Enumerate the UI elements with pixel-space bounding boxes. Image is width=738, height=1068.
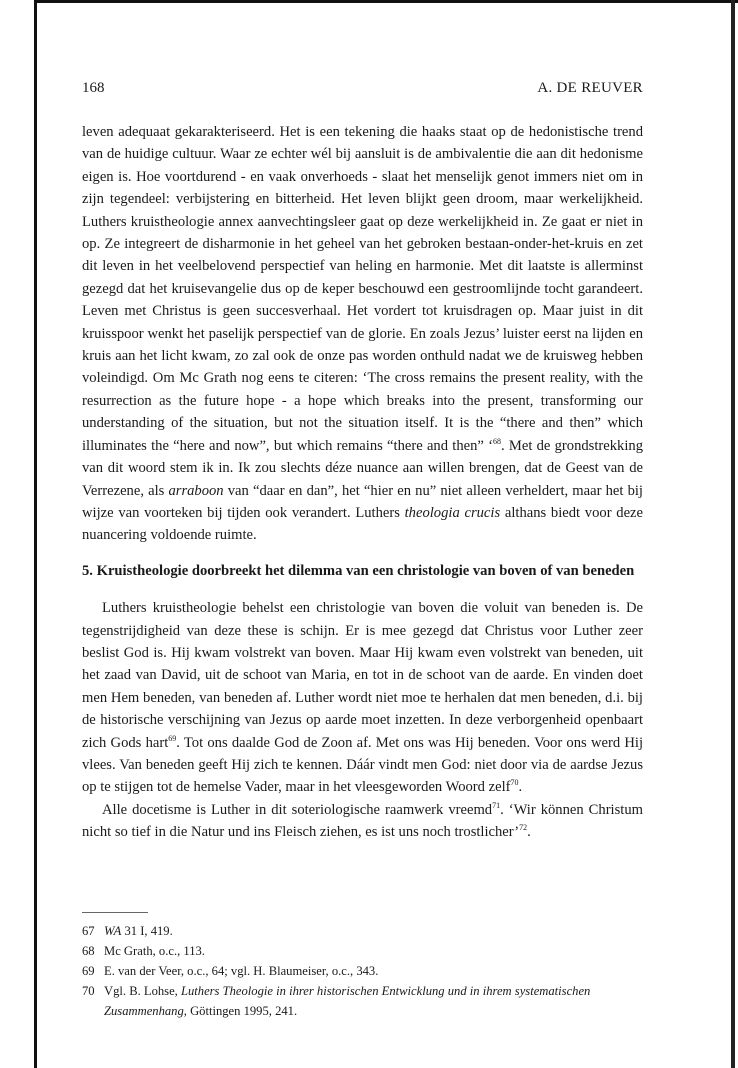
footnote-69 [82, 961, 643, 981]
footnote-ref-70: 70 [510, 778, 519, 788]
footnote-separator [82, 912, 148, 913]
paragraph-2-text-b: . Tot ons daalde God de Zoon af. Met ons was Hij beneden. Voor ons werd Hij vlees. Van beneden geeft Hij zich te kennen. Dáár vindt men God: niet door via de aardse Jezus op te stijgen tot de hemelse Vader, maar in het vleesgeworden Woord zelf [82, 734, 643, 796]
paragraph-2 [82, 597, 643, 799]
paragraph-3-text-c: . [527, 824, 531, 841]
footnote-number: 68 [82, 944, 95, 958]
page-frame-left-edge [34, 0, 37, 1068]
paragraph-2-text-a: Luthers kruistheologie behelst een christologie van boven die voluit van beneden is. De tegenstrijdigheid van deze these is schijn. Er is mee gezegd dat Christus voor Luther zeer beslist God is. Hij kwam volstrekt van boven. Maar Hij kwam even volstrekt van beneden, uit het zaad van David, uit de schoot van Maria, en tot in de schoot van de aarde. En vinden doet men Hem beneden, van beneden af. Luther wordt niet moe te herhalen dat men beneden, d.i. bij de historische verschijning van Jezus op aarde moet inzetten. In deze verborgenheid openbaart zich Gods hart [82, 600, 643, 751]
paragraph-3-text-a: Alle docetisme is Luther in dit soteriologische raamwerk vreemd [102, 801, 493, 818]
footnote-number: 67 [82, 924, 95, 938]
running-head-author: A. DE REUVER [537, 80, 643, 96]
footnote-70 [82, 981, 643, 1021]
page-frame-right-edge [731, 0, 735, 1068]
footnote-68 [82, 941, 643, 961]
paragraph-3-text-b: . ‘Wir können Christum nicht so tief in die Natur und ins Fleisch ziehen, es ist uns noch trostlicher’ [82, 801, 643, 841]
term-theologia-crucis: theologia crucis [404, 504, 501, 521]
footnote-text-b: , Göttingen 1995, 241. [183, 1004, 298, 1018]
page-frame-top-edge [34, 0, 738, 3]
footnote-text: E. van der Veer, o.c., 64; vgl. H. Blaumeiser, o.c., 343. [104, 964, 379, 978]
footnote-italic: WA [104, 924, 122, 938]
main-text [82, 121, 643, 844]
paragraph-1 [82, 121, 643, 547]
footnote-text-a: Vgl. B. Lohse, [104, 984, 181, 998]
paragraph-2-text-c: . [518, 779, 523, 796]
footnote-ref-68: 68 [492, 436, 501, 446]
paragraph-1-text-a: leven adequaat gekarakteriseerd. Het is een tekening die haaks staat op de hedonistische trend van de huidige cultuur. Waar ze echter wél bij aansluit is de ambivalentie die aan dit hedonisme eigen is. Hoe voortdurend - en vaak onverhoeds - slaat het menselijk genot immers niet om in zijn tegendeel: verbijstering en bitterheid. Het leven blijkt geen droom, maar werkelijkheid. Luthers kruistheologie annex aanvechtingsleer gaat op deze werkelijkheid in. Ze gaat er niet in op. Ze integreert de disharmonie in het geheel van het gebroken bestaan-onder-het-kruis en zet dit leven in het veelbelovend perspectief van heling en harmonie. Met dit laatste is allerminst gezegd dat het kruisevangelie dus op de keper beschouwd een gestroomlijnde tocht garandeert. Leven met Christus is geen succesverhaal. Het vordert tot kruisdragen op. Maar juist in dit kruisspoor wenkt het paselijk perspectief van de glorie. En zoals Jezus’ luister eerst na lijden en kruis aan het licht kwam, zo zal ook de onze pas worden onthuld nadat we de kruisweg hebben voleindigd. Om Mc Grath nog eens te citeren: ‘The cross remains the present reality, with the resurrection as the future hope - a hope which breaks into the present, transforming our understanding of the situation, but not the situation itself. It is the “there and then” which illuminates the “here and now”, but which remains “there and then” ‘ [82, 124, 643, 454]
footnote-ref-71: 71 [492, 800, 501, 810]
footnote-ref-69: 69 [168, 733, 177, 743]
paragraph-1-text-c: van “daar en dan”, het “hier en nu” niet alleen verheldert, maar het bij wijze van voorteken bij tijden ook verandert. Luthers [82, 482, 643, 521]
footnote-67 [82, 921, 643, 941]
footnote-ref-72: 72 [519, 823, 528, 833]
page-number: 168 [82, 80, 105, 96]
paragraph-1-text-b: . Met de grondstrekking van dit woord stem ik in. Ik zou slechts déze nuance aan willen brengen, dat de Geest van de Verrezene, als [82, 437, 643, 499]
footnote-number: 69 [82, 964, 95, 978]
footnote-text: Mc Grath, o.c., 113. [104, 944, 205, 958]
paragraph-3 [82, 799, 643, 844]
footnote-number: 70 [82, 984, 95, 998]
footnote-text: 31 I, 419. [121, 924, 173, 938]
footnotes [82, 921, 643, 1021]
footnote-italic-title: Luthers Theologie in ihrer historischen Entwicklung und in ihrem systematischen Zusammenhang [104, 984, 591, 1018]
section-5-heading: 5. Kruistheologie doorbreekt het dilemma van een christologie van boven of van beneden [82, 562, 635, 579]
paragraph-1-text-d: althans biedt voor deze nuancering voldoende ruimte. [82, 504, 644, 544]
term-arraboon: arraboon [168, 482, 224, 499]
